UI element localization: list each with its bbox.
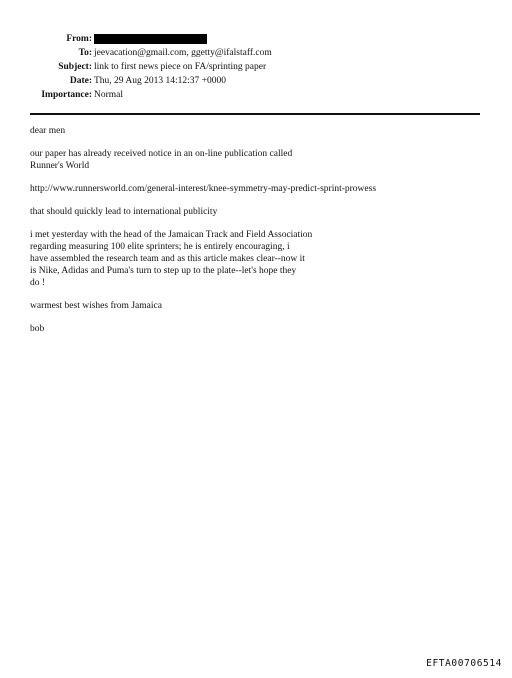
body-paragraph: that should quickly lead to international publicity [30, 207, 218, 217]
date-value: Thu, 29 Aug 2013 14:12:37 +0000 [94, 76, 227, 86]
article-link: http://www.runnersworld.com/general-interest/knee-symmetry-may-predict-sprint-prowess [30, 184, 377, 194]
importance-value: Normal [94, 90, 124, 100]
to-label: To: [78, 48, 92, 58]
closing: warmest best wishes from Jamaica [30, 301, 162, 311]
body-paragraph: our paper has already received notice in an on-line publication called Runner's World [30, 149, 293, 171]
subject-label: Subject: [58, 62, 92, 72]
from-label: From: [66, 34, 92, 44]
to-value: jeevacation@gmail.com, ggetty@ifalstaff.com [94, 48, 272, 58]
greeting: dear men [30, 126, 66, 136]
redaction-box [94, 34, 207, 44]
subject-value: link to first news piece on FA/sprinting paper [94, 62, 267, 72]
importance-label: Importance: [41, 90, 92, 100]
document-id: EFTA00706514 [426, 658, 502, 669]
signature: bob [30, 324, 45, 334]
header-divider [30, 113, 480, 115]
date-label: Date: [69, 76, 92, 86]
email-body [30, 125, 485, 346]
body-paragraph: i met yesterday with the head of the Jamaican Track and Field Association regarding measuring 100 elite sprinters; he is entirely encouraging, i have assembled the research team and as this article makes clear--now it is Nike, Adidas and Puma's turn to step up to the plate--let's hope they do ! [30, 230, 313, 288]
